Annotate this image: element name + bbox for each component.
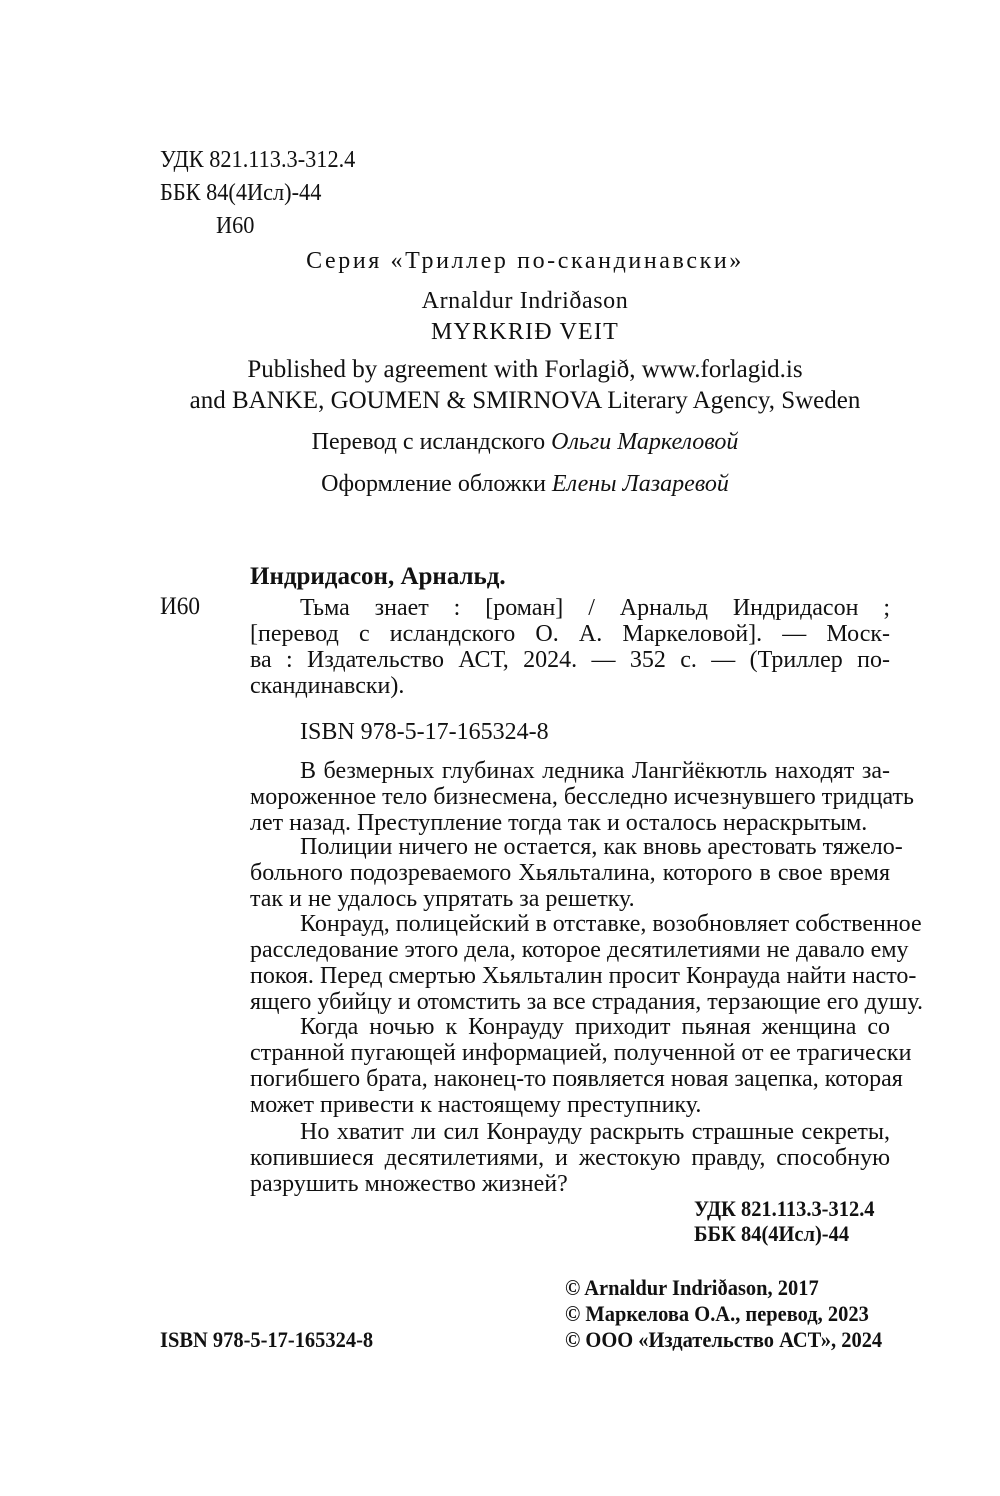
annotation-p3-line3: покоя. Перед смертью Хьяльталин просит Конрауда найти насто-: [250, 963, 917, 989]
cover-credit: [160, 470, 890, 499]
header-author-sign: И60: [216, 213, 255, 239]
annotation-p5-line2: копившиеся десятилетиями, и жестокую правду, способную: [250, 1145, 890, 1171]
annotation-p5-line3: разрушить множество жизней?: [250, 1171, 568, 1197]
series-title: Серия «Триллер по-скандинавски»: [306, 248, 744, 274]
translation-credit: [160, 428, 890, 457]
copyright-line-1: © Arnaldur Indriðason, 2017: [565, 1275, 819, 1300]
classification-bbk: ББК 84(4Исл)-44: [694, 1221, 850, 1246]
bib-line-4: скандинавски).: [250, 673, 405, 699]
annotation-p4-line4: может привести к настоящему преступнику.: [250, 1092, 702, 1118]
cover-designer-name: Елены Лазаревой: [551, 471, 729, 497]
bib-line-1: Тьма знает : [роман] / Арнальд Индридасон ;: [300, 595, 890, 621]
annotation-p2-line2: больного подозреваемого Хьяльталина, которого в свое время: [250, 860, 890, 886]
annotation-p2-line1: Полиции ничего не остается, как вновь арестовать тяжело-: [300, 834, 903, 860]
annotation-p1-line2: мороженное тело бизнесмена, бесследно исчезнувшего тридцать: [250, 784, 914, 810]
annotation-p1-line3: лет назад. Преступление тогда так и осталось нераскрытым.: [250, 810, 868, 836]
bib-isbn: ISBN 978-5-17-165324-8: [300, 719, 549, 745]
bib-author-sign: И60: [160, 593, 201, 620]
annotation-p2-line3: так и не удалось упрятать за решетку.: [250, 886, 635, 912]
translator-name: Ольги Маркеловой: [551, 429, 739, 455]
annotation-p3-line1: Конрауд, полицейский в отставке, возобновляет собственное: [300, 911, 922, 937]
annotation-p4-line3: погибшего брата, наконец-то появляется новая зацепка, которая: [250, 1066, 903, 1092]
annotation-p4-line1: Когда ночью к Конрауду приходит пьяная женщина со: [300, 1014, 890, 1040]
annotation-p5-line1: Но хватит ли сил Конрауду раскрыть страшные секреты,: [300, 1119, 890, 1145]
cover-prefix: Оформление обложки: [321, 471, 552, 497]
annotation-p3-line2: расследование этого дела, которое десятилетиями не давало ему: [250, 937, 909, 963]
classification-udk: УДК 821.113.3-312.4: [694, 1196, 875, 1221]
footer-isbn: ISBN 978-5-17-165324-8: [160, 1327, 374, 1352]
annotation-p1-line1: В безмерных глубинах ледника Лангйёкютль находят за-: [300, 758, 890, 784]
original-author: Arnaldur Indriðason: [421, 288, 629, 314]
publishing-agreement-line1: Published by agreement with Forlagið, www.forlagid.is: [247, 356, 803, 383]
annotation-p4-line2: странной пугающей информацией, полученной от ее трагически: [250, 1040, 912, 1066]
header-udk: УДК 821.113.3-312.4: [160, 147, 356, 173]
copyright-line-3: © ООО «Издательство АСТ», 2024: [565, 1327, 883, 1352]
original-title: MYRKRIÐ VEIT: [431, 319, 619, 345]
bib-line-2: [перевод с исландского О. А. Маркеловой]. — Моск-: [250, 621, 890, 647]
annotation-p3-line4: ящего убийцу и отомстить за все страдания, терзающие его душу.: [250, 989, 923, 1015]
translation-prefix: Перевод с исландского: [311, 429, 552, 455]
publishing-agreement-line2: and BANKE, GOUMEN & SMIRNOVA Literary Agency, Sweden: [189, 387, 861, 414]
header-bbk: ББК 84(4Исл)-44: [160, 180, 322, 206]
bib-heading: Индридасон, Арнальд.: [250, 563, 506, 590]
bib-line-3: ва : Издательство АСТ, 2024. — 352 с. — (Триллер по-: [250, 647, 890, 673]
copyright-line-2: © Маркелова О.А., перевод, 2023: [565, 1301, 869, 1326]
